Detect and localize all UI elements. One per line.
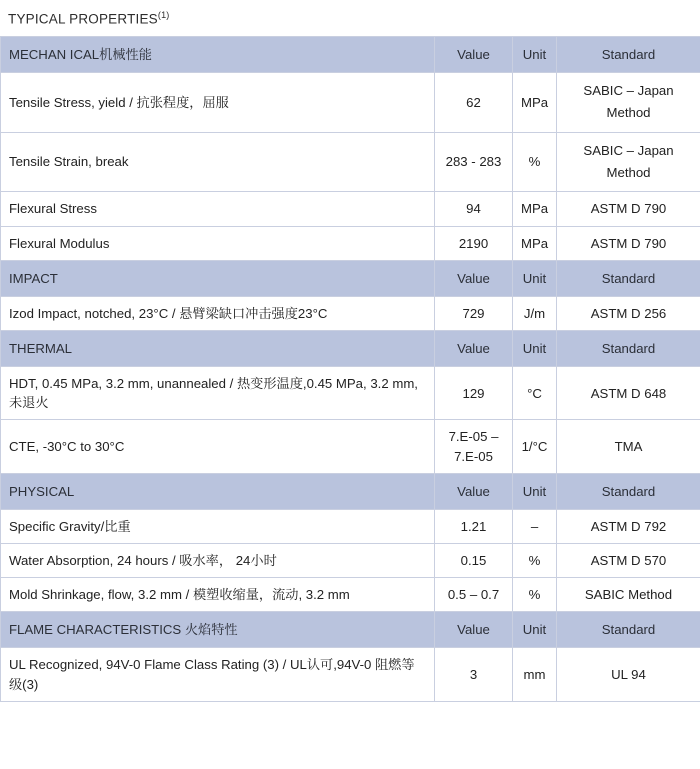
section-header-row — [1, 473, 700, 509]
page-title-text: TYPICAL PROPERTIES — [8, 11, 158, 27]
section-header-row — [1, 36, 700, 72]
section-title: FLAME CHARACTERISTICS 火焰特性 — [1, 612, 435, 648]
column-header-standard: Standard — [557, 612, 700, 648]
column-header-value: Value — [435, 330, 513, 366]
property-unit: °C — [513, 367, 557, 420]
column-header-value: Value — [435, 36, 513, 72]
column-header-standard: Standard — [557, 330, 700, 366]
property-standard: ASTM D 648 — [557, 367, 700, 420]
property-standard: SABIC – Japan Method — [557, 132, 700, 192]
property-unit: MPa — [513, 72, 557, 132]
property-unit: MPa — [513, 226, 557, 260]
section-title: THERMAL — [1, 330, 435, 366]
column-header-standard: Standard — [557, 36, 700, 72]
property-value: 62 — [435, 72, 513, 132]
property-name: Water Absorption, 24 hours / 吸水率， 24小时 — [1, 543, 435, 577]
table-row — [1, 192, 700, 226]
column-header-unit: Unit — [513, 330, 557, 366]
section-header-row — [1, 330, 700, 366]
section-header-row — [1, 260, 700, 296]
property-standard: ASTM D 790 — [557, 192, 700, 226]
property-value: 94 — [435, 192, 513, 226]
property-unit: – — [513, 509, 557, 543]
property-name: Specific Gravity/比重 — [1, 509, 435, 543]
property-value: 3 — [435, 648, 513, 701]
page-title-footnote-marker: (1) — [157, 10, 170, 20]
property-standard: UL 94 — [557, 648, 700, 701]
property-name: Flexural Stress — [1, 192, 435, 226]
property-name: CTE, -30°C to 30°C — [1, 420, 435, 473]
table-row — [1, 578, 700, 612]
property-unit: % — [513, 543, 557, 577]
section-title: IMPACT — [1, 260, 435, 296]
property-value: 729 — [435, 296, 513, 330]
page-title — [0, 0, 700, 36]
table-row — [1, 543, 700, 577]
property-standard: SABIC Method — [557, 578, 700, 612]
property-standard: ASTM D 792 — [557, 509, 700, 543]
column-header-value: Value — [435, 473, 513, 509]
property-standard: SABIC – Japan Method — [557, 72, 700, 132]
property-standard: ASTM D 790 — [557, 226, 700, 260]
column-header-standard: Standard — [557, 260, 700, 296]
property-unit: 1/°C — [513, 420, 557, 473]
column-header-unit: Unit — [513, 473, 557, 509]
property-value: 0.5 – 0.7 — [435, 578, 513, 612]
section-title: PHYSICAL — [1, 473, 435, 509]
column-header-standard: Standard — [557, 473, 700, 509]
property-standard: ASTM D 570 — [557, 543, 700, 577]
column-header-unit: Unit — [513, 36, 557, 72]
property-name: HDT, 0.45 MPa, 3.2 mm, unannealed / 热变形温度,0.45 MPa, 3.2 mm,未退火 — [1, 367, 435, 420]
table-row — [1, 367, 700, 420]
property-value: 283 - 283 — [435, 132, 513, 192]
properties-table — [0, 36, 700, 702]
property-standard: TMA — [557, 420, 700, 473]
table-row — [1, 648, 700, 701]
property-value: 2190 — [435, 226, 513, 260]
property-name: Flexural Modulus — [1, 226, 435, 260]
property-value: 0.15 — [435, 543, 513, 577]
property-unit: mm — [513, 648, 557, 701]
property-unit: J/m — [513, 296, 557, 330]
table-row — [1, 420, 700, 473]
property-name: Izod Impact, notched, 23°C / 悬臂梁缺口冲击强度23°C — [1, 296, 435, 330]
property-name: UL Recognized, 94V-0 Flame Class Rating (3) / UL认可,94V-0 阻燃等级(3) — [1, 648, 435, 701]
column-header-value: Value — [435, 260, 513, 296]
section-header-row — [1, 612, 700, 648]
column-header-value: Value — [435, 612, 513, 648]
column-header-unit: Unit — [513, 612, 557, 648]
property-name: Mold Shrinkage, flow, 3.2 mm / 模塑收缩量，流动, 3.2 mm — [1, 578, 435, 612]
column-header-unit: Unit — [513, 260, 557, 296]
property-value: 129 — [435, 367, 513, 420]
table-row — [1, 72, 700, 132]
property-standard: ASTM D 256 — [557, 296, 700, 330]
table-row — [1, 509, 700, 543]
property-name: Tensile Stress, yield / 抗张程度，屈服 — [1, 72, 435, 132]
table-row — [1, 132, 700, 192]
property-name: Tensile Strain, break — [1, 132, 435, 192]
section-title: MECHAN ICAL机械性能 — [1, 36, 435, 72]
property-unit: MPa — [513, 192, 557, 226]
property-value: 1.21 — [435, 509, 513, 543]
property-unit: % — [513, 132, 557, 192]
property-value: 7.E-05 – 7.E-05 — [435, 420, 513, 473]
property-unit: % — [513, 578, 557, 612]
table-row — [1, 296, 700, 330]
table-row — [1, 226, 700, 260]
